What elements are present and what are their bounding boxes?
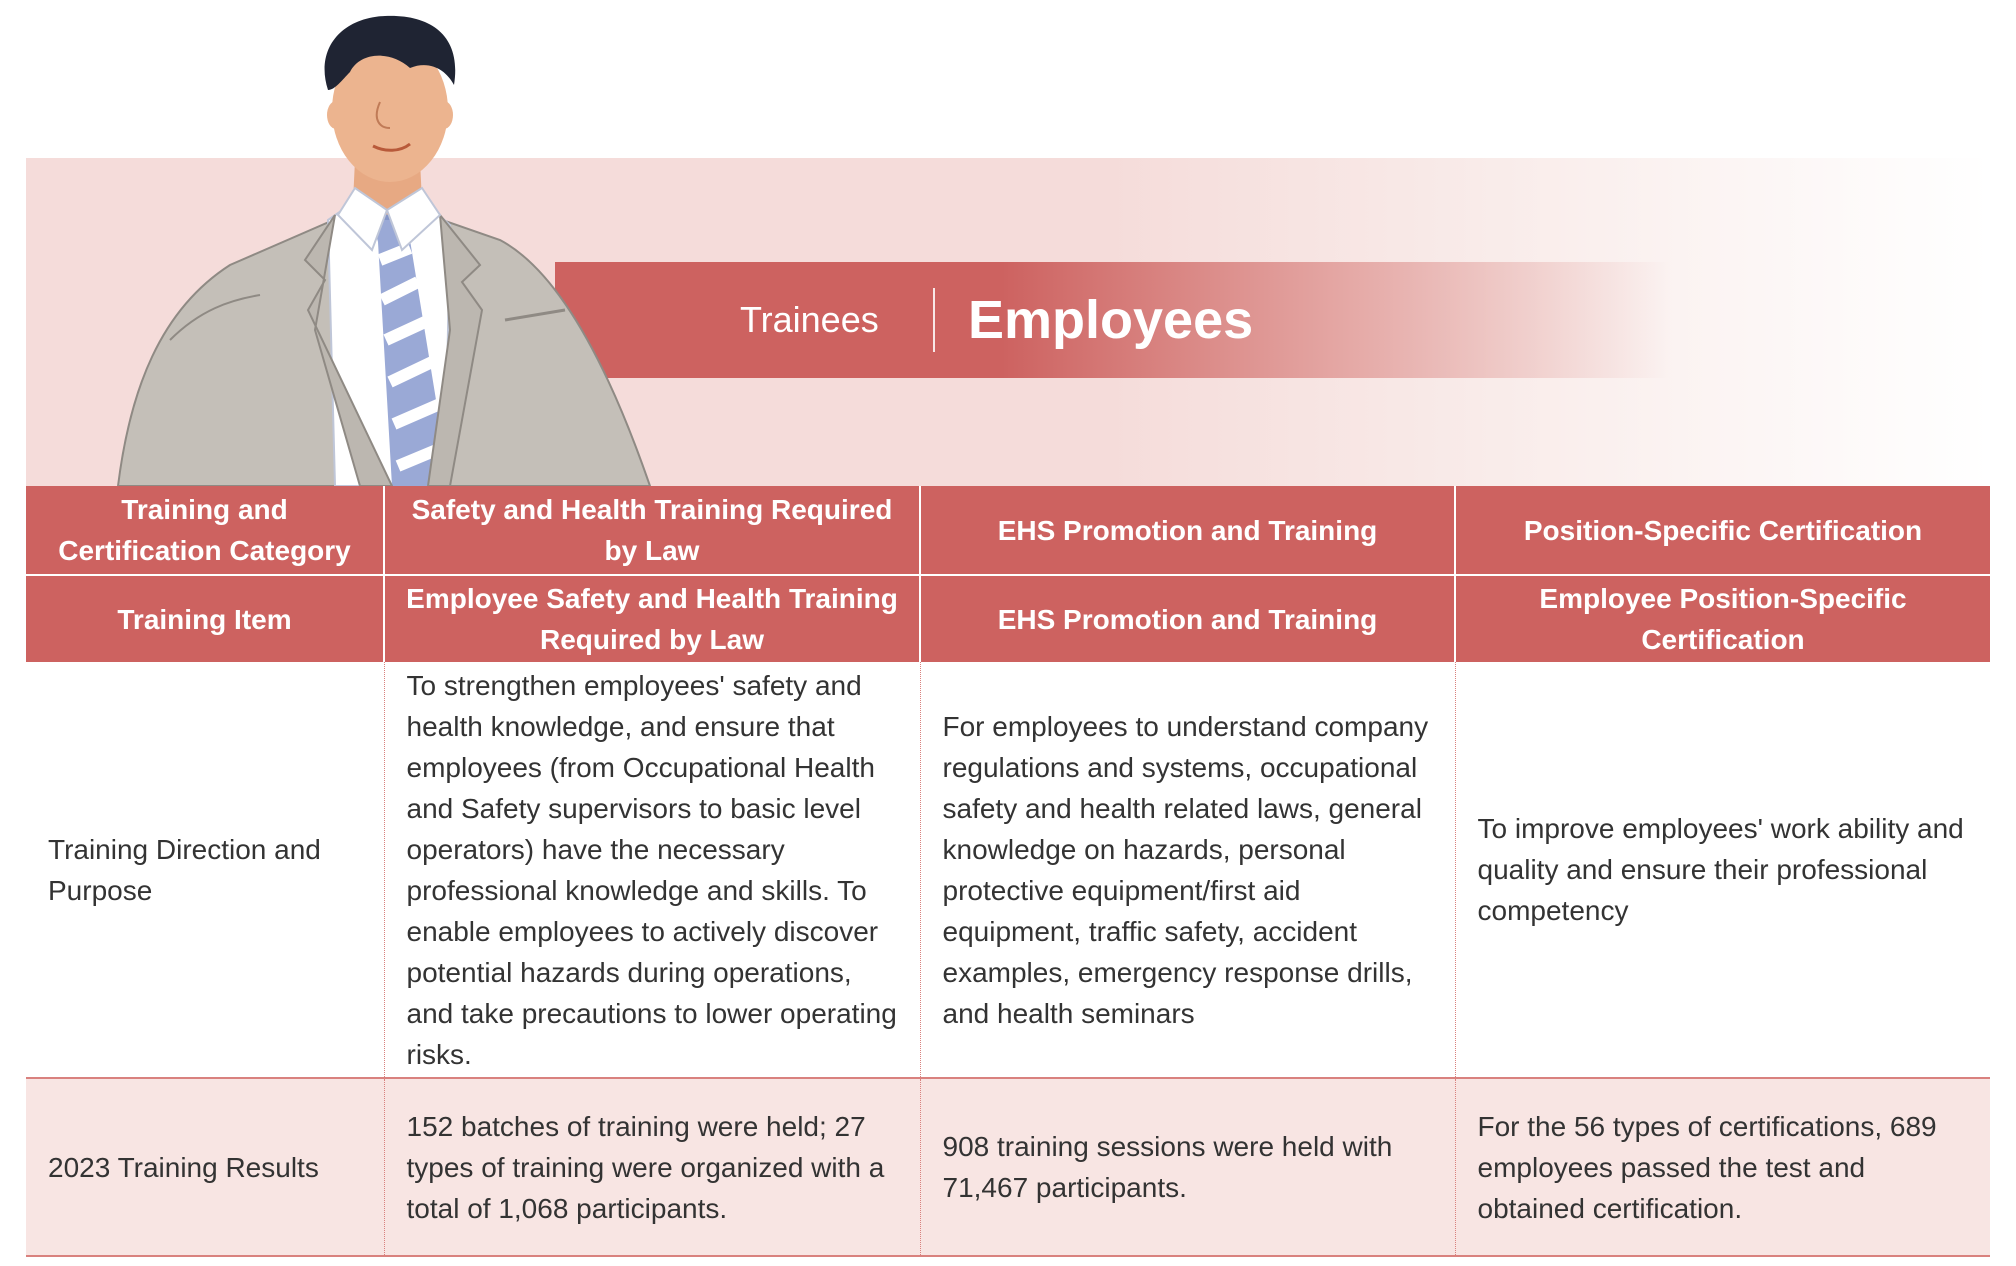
table-cell: For employees to understand company regulations and systems, occupational safety and health related laws, general knowledge on hazards, personal protective equipment/first aid equipment, traffic safety, accident examples, emergency response drills, and health seminars (920, 662, 1455, 1078)
training-item-header-row (26, 575, 1990, 662)
trainees-banner (555, 262, 1670, 378)
banner-label: Trainees (740, 299, 879, 340)
header-cell: Employee Safety and Health Training Required by Law (384, 575, 920, 662)
businessman-illustration (110, 10, 670, 486)
banner-divider (933, 288, 935, 352)
table-row (26, 662, 1990, 1078)
table-cell: To improve employees' work ability and quality and ensure their professional competency (1455, 662, 1990, 1078)
header-cell: Safety and Health Training Required by Law (384, 486, 920, 575)
training-table (26, 486, 1990, 1257)
table-cell: To strengthen employees' safety and health knowledge, and ensure that employees (from Occupational Health and Safety supervisors to basic level operators) have the necessary professional knowledge and skills. To enable employees to actively discover potential hazards during operations, and take precautions to lower operating risks. (384, 662, 920, 1078)
header-cell: Training and Certification Category (26, 486, 384, 575)
banner-value: Employees (968, 290, 1254, 350)
table-cell: For the 56 types of certifications, 689 employees passed the test and obtained certification. (1455, 1078, 1990, 1256)
header-cell: EHS Promotion and Training (920, 486, 1455, 575)
header-cell: Training Item (26, 575, 384, 662)
header-cell: Position-Specific Certification (1455, 486, 1990, 575)
row-label: 2023 Training Results (26, 1078, 384, 1256)
header-cell: Employee Position-Specific Certification (1455, 575, 1990, 662)
header-cell: EHS Promotion and Training (920, 575, 1455, 662)
row-label: Training Direction and Purpose (26, 662, 384, 1078)
table-cell: 908 training sessions were held with 71,467 participants. (920, 1078, 1455, 1256)
table-row (26, 1078, 1990, 1256)
category-header-row (26, 486, 1990, 575)
table-cell: 152 batches of training were held; 27 types of training were organized with a total of 1,068 participants. (384, 1078, 920, 1256)
